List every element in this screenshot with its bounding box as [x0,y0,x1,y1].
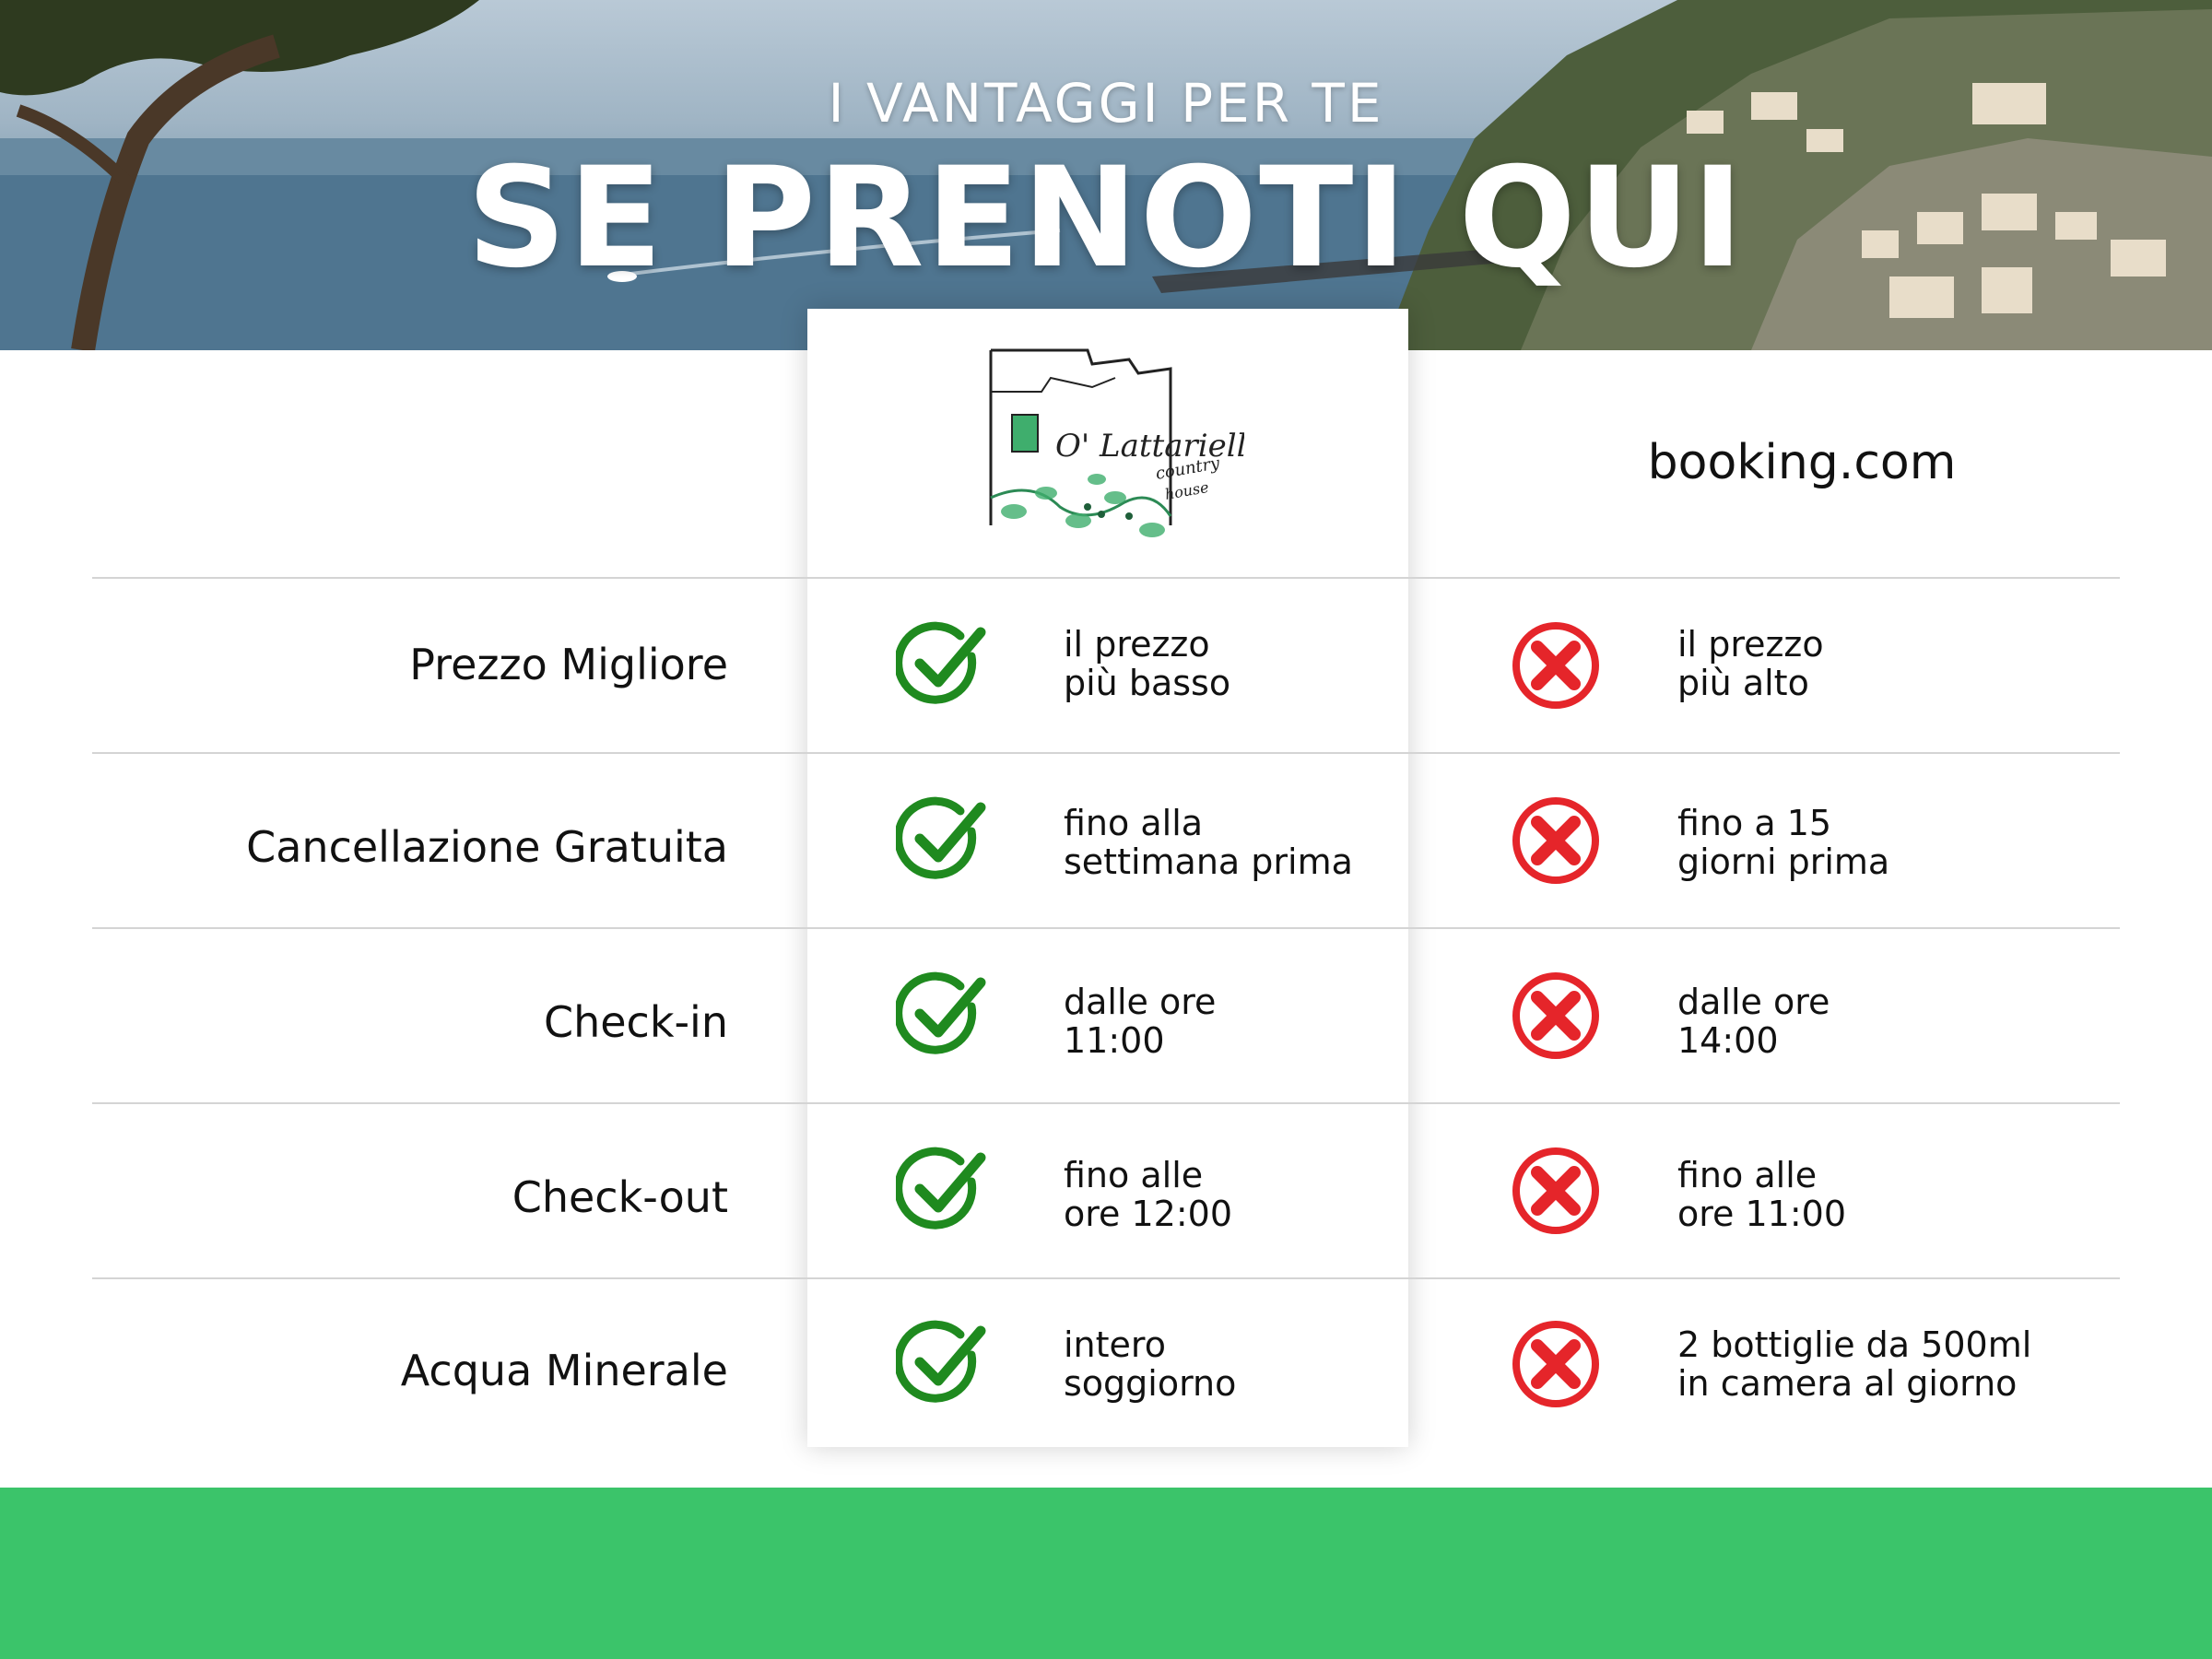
check-circle-icon [896,970,988,1062]
our-value: fino alle ore 12:00 [1064,1155,1233,1234]
x-circle-icon [1510,970,1602,1062]
hotel-logo-illustration [977,341,1244,553]
x-circle-icon [1510,1145,1602,1237]
svg-text:house: house [1163,477,1210,503]
our-value: fino alla settimana prima [1064,803,1353,882]
footer-bar [0,1488,2212,1659]
our-value: dalle ore 11:00 [1064,982,1217,1061]
row-divider [92,927,2120,929]
check-circle-icon [896,1318,988,1410]
feature-label: Check-out [512,1172,728,1222]
our-value: il prezzo più basso [1064,624,1231,703]
competitor-value: 2 bottiglie da 500ml in camera al giorno [1677,1324,2032,1404]
feature-label: Prezzo Migliore [409,640,728,689]
competitor-value: fino alle ore 11:00 [1677,1155,1847,1234]
competitor-value: dalle ore 14:00 [1677,982,1830,1061]
hero-title: SE PRENOTI QUI [466,138,1746,299]
check-circle-icon [896,1145,988,1237]
hero-subtitle: I VANTAGGI PER TE [828,72,1384,135]
row-divider [92,752,2120,754]
svg-text:O' Lattariello: O' Lattariel [1055,428,1237,465]
hero-banner [0,0,2212,350]
feature-label: Acqua Minerale [400,1346,728,1395]
feature-label: Cancellazione Gratuita [246,822,728,872]
row-divider [92,577,2120,579]
feature-label: Check-in [543,997,728,1047]
check-circle-icon [896,619,988,712]
hotel-logo [977,341,1244,553]
x-circle-icon [1510,1318,1602,1410]
x-circle-icon [1510,794,1602,887]
competitor-name: booking.com [1647,435,1957,490]
check-circle-icon [896,794,988,887]
row-divider [92,1277,2120,1279]
our-value: intero soggiorno [1064,1324,1237,1404]
competitor-value: il prezzo più alto [1677,624,1824,703]
competitor-value: fino a 15 giorni prima [1677,803,1890,882]
svg-text:country: country [1154,453,1221,484]
x-circle-icon [1510,619,1602,712]
row-divider [92,1102,2120,1104]
